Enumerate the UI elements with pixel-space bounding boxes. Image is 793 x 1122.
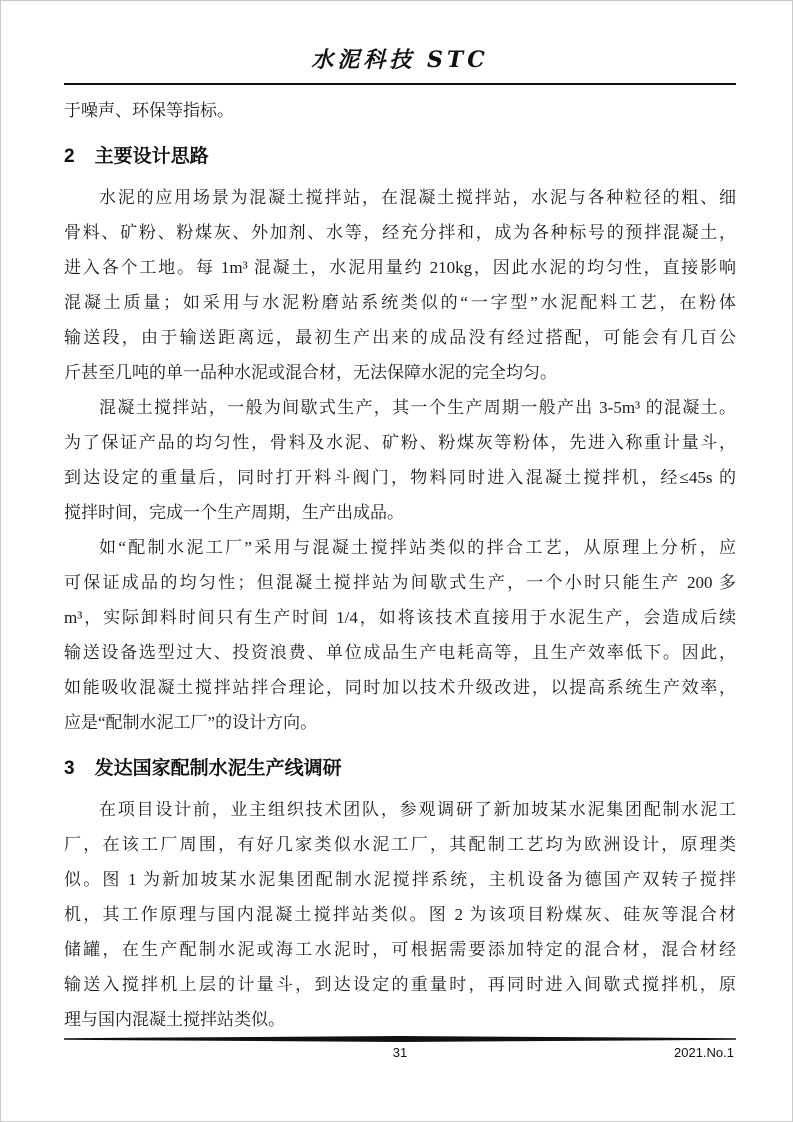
paragraph-line: 应是“配制水泥工厂”的设计方向。 (64, 713, 318, 732)
paragraph-line: 输送设备选型过大、投资浪费、单位成品生产电耗高等，且生产效率低下。因此， (64, 643, 736, 662)
paragraph-line: 输送段，由于输送距离远，最初生产出来的成品没有经过搭配，可能会有几百公 (64, 328, 736, 347)
paragraph-line: 混凝土质量；如采用与水泥粉磨站系统类似的“一字型”水泥配料工艺，在粉体 (64, 293, 736, 312)
paragraph-line: 骨料、矿粉、粉煤灰、外加剂、水等，经充分拌和，成为各种标号的预拌混凝土， (64, 223, 736, 242)
paragraph-line: 输送入搅拌机上层的计量斗，到达设定的重量时，再同时进入间歇式搅拌机，原 (64, 975, 736, 994)
page-number: 31 (392, 1045, 408, 1060)
paragraph-line: 机，其工作原理与国内混凝土搅拌站类似。图 2 为该项目粉煤灰、硅灰等混合材 (64, 905, 736, 924)
section-number: 3 (64, 758, 75, 779)
paragraph-line: 水泥的应用场景为混凝土搅拌站，在混凝土搅拌站，水泥与各种粒径的粗、细 (99, 188, 736, 207)
paragraph-line: 混凝土搅拌站，一般为间歇式生产，其一个生产周期一般产出 3-5m³ 的混凝土。 (99, 398, 736, 417)
footer-divider (64, 1036, 736, 1042)
section-heading-2 (64, 138, 736, 176)
paragraph-line: m³，实际卸料时间只有生产时间 1/4，如将该技术直接用于水泥生产，会造成后续 (64, 608, 736, 627)
paragraph (64, 390, 736, 530)
paragraph (64, 792, 736, 1037)
continuation-line: 于噪声、环保等指标。 (64, 101, 234, 120)
journal-title: 水泥科技 STC (311, 47, 489, 73)
section-title: 发达国家配制水泥生产线调研 (94, 758, 342, 779)
paragraph-line: 如能吸收混凝土搅拌站拌合理论，同时加以技术升级改进，以提高系统生产效率， (64, 678, 736, 697)
paragraph (64, 530, 736, 740)
paragraph-line: 似。图 1 为新加坡某水泥集团配制水泥搅拌系统，主机设备为德国产双转子搅拌 (64, 870, 736, 889)
paragraph-line: 进入各个工地。每 1m³ 混凝土，水泥用量约 210kg，因此水泥的均匀性，直接影响 (64, 258, 736, 277)
paragraph (64, 180, 736, 390)
paragraph-line: 到达设定的重量后，同时打开料斗阀门，物料同时进入混凝土搅拌机，经≤45s 的 (64, 468, 736, 487)
header-divider (64, 83, 736, 85)
paragraph-line: 可保证成品的均匀性；但混凝土搅拌站为间歇式生产，一个小时只能生产 200 多 (64, 573, 736, 592)
page-footer (64, 1036, 736, 1065)
paragraph-line: 如“配制水泥工厂”采用与混凝土搅拌站类似的拌合工艺，从原理上分析，应 (99, 538, 736, 557)
issue-label: 2021.No.1 (674, 1045, 734, 1060)
section-title: 主要设计思路 (94, 146, 209, 167)
footer-meta (64, 1045, 736, 1065)
section-number: 2 (64, 146, 75, 167)
paragraph-line: 为了保证产品的均匀性，骨料及水泥、矿粉、粉煤灰等粉体，先进入称重计量斗， (64, 433, 736, 452)
paragraph-line: 理与国内混凝土搅拌站类似。 (64, 1010, 285, 1029)
paragraph-line: 在项目设计前，业主组织技术团队，参观调研了新加坡某水泥集团配制水泥工 (99, 800, 736, 819)
paragraph-line: 厂，在该工厂周围，有好几家类似水泥工厂，其配制工艺均为欧洲设计，原理类 (64, 835, 736, 854)
paragraph-line: 斤甚至几吨的单一品种水泥或混合材，无法保障水泥的完全均匀。 (64, 363, 557, 382)
section-heading-3 (64, 750, 736, 788)
paragraph-line: 搅拌时间，完成一个生产周期，生产出成品。 (64, 503, 404, 522)
paragraph-line: 储罐，在生产配制水泥或海工水泥时，可根据需要添加特定的混合材，混合材经 (64, 940, 736, 959)
